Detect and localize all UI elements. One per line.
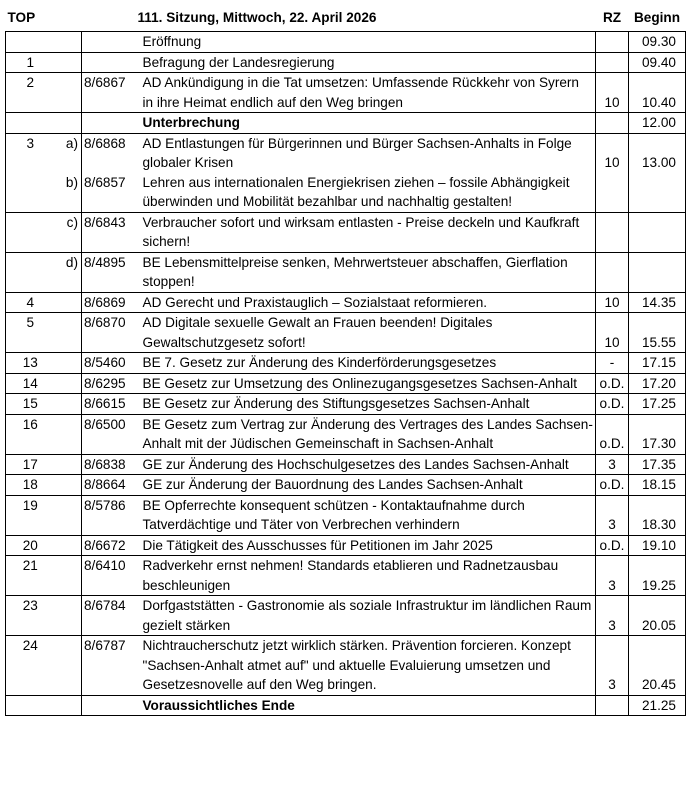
agenda-row [6,353,686,374]
agenda-sub-letter [55,313,82,353]
agenda-top-number: 5 [6,313,55,353]
agenda-drucksache: 8/5460 [82,353,138,374]
agenda-row [6,73,686,113]
agenda-sub-letter: c) [55,212,82,252]
agenda-title: BE Gesetz zur Umsetzung des Onlinezugangsgesetzes Sachsen-Anhalt [138,373,596,394]
agenda-sub-letter [55,695,82,716]
agenda-top-number [6,113,55,134]
agenda-row [6,32,686,53]
agenda-row [6,394,686,415]
agenda-top-number [6,695,55,716]
agenda-rz: 3 [596,596,629,636]
agenda-title: Eröffnung [138,32,596,53]
agenda-sub-letter [55,373,82,394]
agenda-rz: o.D. [596,414,629,454]
agenda-beginn: 17.35 [629,454,686,475]
agenda-row [6,495,686,535]
agenda-rz [596,173,629,213]
agenda-title: AD Entlastungen für Bürgerinnen und Bürger Sachsen-Anhalts in Folge globaler Krisen [138,133,596,173]
agenda-title: Die Tätigkeit des Ausschusses für Petitionen im Jahr 2025 [138,535,596,556]
agenda-row [6,52,686,73]
agenda-top-number: 1 [6,52,55,73]
agenda-rz: o.D. [596,394,629,415]
agenda-rz: o.D. [596,475,629,496]
agenda-row [6,454,686,475]
agenda-row [6,373,686,394]
agenda-drucksache: 8/6868 [82,133,138,173]
agenda-sub-letter [55,113,82,134]
agenda-sub-letter [55,556,82,596]
agenda-beginn [629,252,686,292]
agenda-drucksache: 8/6784 [82,596,138,636]
agenda-drucksache: 8/6843 [82,212,138,252]
agenda-sub-letter: d) [55,252,82,292]
agenda-sub-letter [55,353,82,374]
agenda-drucksache: 8/6500 [82,414,138,454]
header-top: TOP [7,10,36,25]
agenda-rz [596,113,629,134]
agenda-row [6,252,686,292]
agenda-rz: 3 [596,495,629,535]
agenda-rz: 3 [596,636,629,696]
agenda-rz [596,695,629,716]
agenda-row [6,313,686,353]
agenda-drucksache: 8/6857 [82,173,138,213]
agenda-row [6,475,686,496]
agenda-beginn: 21.25 [629,695,686,716]
agenda-title: BE 7. Gesetz zur Änderung des Kinderförderungsgesetzes [138,353,596,374]
agenda-rz: 10 [596,73,629,113]
agenda-drucksache [82,695,138,716]
agenda-rz: 3 [596,454,629,475]
agenda-row [6,113,686,134]
agenda-beginn: 20.05 [629,596,686,636]
agenda-row [6,212,686,252]
agenda-row [6,695,686,716]
agenda-beginn: 12.00 [629,113,686,134]
agenda-title: Befragung der Landesregierung [138,52,596,73]
agenda-beginn: 18.15 [629,475,686,496]
agenda-title: BE Lebensmittelpreise senken, Mehrwertsteuer abschaffen, Gierflation stoppen! [138,252,596,292]
agenda-beginn: 10.40 [629,73,686,113]
agenda-title: Dorfgaststätten - Gastronomie als soziale Infrastruktur im ländlichen Raum gezielt stärken [138,596,596,636]
table-header-row [6,5,686,32]
agenda-sub-letter [55,475,82,496]
session-title: 111. Sitzung, Mittwoch, 22. April 2026 [137,10,377,25]
agenda-title: Lehren aus internationalen Energiekrisen ziehen – fossile Abhängigkeit überwinden und Mobilität bezahlbar und nachhaltig gestalten! [142,174,570,209]
agenda-row [6,133,686,173]
agenda-top-number: 13 [6,353,55,374]
agenda-rz: o.D. [596,373,629,394]
agenda-drucksache: 8/6838 [82,454,138,475]
agenda-beginn: 20.45 [629,636,686,696]
agenda-drucksache: 8/4895 [82,252,138,292]
agenda-beginn: 15.55 [629,313,686,353]
agenda-sub-letter [55,414,82,454]
agenda-beginn: 19.10 [629,535,686,556]
agenda-sub-letter [55,454,82,475]
agenda-sub-letter: a) [55,133,82,173]
agenda-beginn: 18.30 [629,495,686,535]
agenda-top-number: 4 [6,292,55,313]
agenda-title: AD Gerecht und Praxistauglich – Sozialstaat reformieren. [138,292,596,313]
agenda-drucksache: 8/5786 [82,495,138,535]
agenda-title: Nichtraucherschutz jetzt wirklich stärken. Prävention forcieren. Konzept "Sachsen-Anhalt atmet auf" und aktuelle Evaluierung umsetzen und Gesetzesnovelle auf den Weg bringen. [138,636,596,696]
header-beginn: Beginn [633,10,681,25]
agenda-row [6,292,686,313]
agenda-drucksache: 8/6672 [82,535,138,556]
agenda-drucksache: 8/8664 [82,475,138,496]
agenda-beginn: 14.35 [629,292,686,313]
agenda-drucksache: 8/6787 [82,636,138,696]
agenda-title: BE Gesetz zur Änderung des Stiftungsgesetzes Sachsen-Anhalt [138,394,596,415]
agenda-row [6,414,686,454]
agenda-rz [596,52,629,73]
agenda-beginn [629,173,686,213]
agenda-beginn: 17.30 [629,414,686,454]
agenda-drucksache: 8/6867 [82,73,138,113]
agenda-drucksache: 8/6870 [82,313,138,353]
agenda-sub-letter [55,394,82,415]
agenda-drucksache: 8/6295 [82,373,138,394]
agenda-drucksache: 8/6869 [82,292,138,313]
agenda-top-number [6,212,55,252]
agenda-sub-letter [55,495,82,535]
agenda-title: Voraussichtliches Ende [138,695,596,716]
agenda-drucksache: 8/6410 [82,556,138,596]
agenda-top-number [6,173,55,213]
agenda-row [6,596,686,636]
agenda-rz: 10 [596,313,629,353]
agenda-rz [596,32,629,53]
agenda-beginn: 09.30 [629,32,686,53]
agenda-top-number: 23 [6,596,55,636]
agenda-top-number: 15 [6,394,55,415]
agenda-row [6,556,686,596]
agenda-row [6,535,686,556]
agenda-drucksache [82,52,138,73]
agenda-drucksache: 8/6615 [82,394,138,415]
header-rz: RZ [602,10,622,25]
agenda-drucksache [82,113,138,134]
agenda-sub-letter [55,535,82,556]
agenda-table [5,5,686,716]
agenda-top-number [6,252,55,292]
agenda-rz: 3 [596,556,629,596]
agenda-sub-letter [55,73,82,113]
agenda-rz: 10 [596,292,629,313]
agenda-top-number: 2 [6,73,55,113]
agenda-beginn [629,212,686,252]
agenda-top-number: 17 [6,454,55,475]
agenda-rz [596,212,629,252]
agenda-beginn: 09.40 [629,52,686,73]
agenda-top-number: 3 [6,133,55,173]
agenda-sub-letter [55,292,82,313]
agenda-rz: o.D. [596,535,629,556]
agenda-title: BE Gesetz zum Vertrag zur Änderung des Vertrages des Landes Sachsen-Anhalt mit der Jüdischen Gemeinschaft in Sachsen-Anhalt [138,414,596,454]
agenda-top-number: 19 [6,495,55,535]
agenda-rz [596,252,629,292]
agenda-title: GE zur Änderung des Hochschulgesetzes des Landes Sachsen-Anhalt [138,454,596,475]
agenda-beginn: 17.15 [629,353,686,374]
agenda-beginn: 17.20 [629,373,686,394]
agenda-title: BE Opferrechte konsequent schützen - Kontaktaufnahme durch Tatverdächtige und Täter von Verbrechen verhindern [138,495,596,535]
agenda-title: AD Digitale sexuelle Gewalt an Frauen beenden! Digitales Gewaltschutzgesetz sofort! [138,313,596,353]
agenda-beginn: 19.25 [629,556,686,596]
agenda-beginn: 13.00 [629,133,686,173]
agenda-title: AD Ankündigung in die Tat umsetzen: Umfassende Rückkehr von Syrern in ihre Heimat endlich auf den Weg bringen [138,73,596,113]
agenda-beginn: 17.25 [629,394,686,415]
agenda-sub-letter [55,596,82,636]
agenda-title: Radverkehr ernst nehmen! Standards etablieren und Radnetzausbau beschleunigen [138,556,596,596]
agenda-top-number: 21 [6,556,55,596]
agenda-sub-letter [55,32,82,53]
agenda-title: Unterbrechung [138,113,596,134]
agenda-sub-letter: b) [65,174,78,190]
agenda-sub-letter [55,636,82,696]
agenda-row [6,636,686,696]
agenda-sub-letter [55,52,82,73]
agenda-title: Verbraucher sofort und wirksam entlasten - Preise deckeln und Kaufkraft sichern! [138,212,596,252]
agenda-top-number: 18 [6,475,55,496]
agenda-top-number [6,32,55,53]
agenda-top-number: 24 [6,636,55,696]
agenda-rz: - [596,353,629,374]
agenda-rz: 10 [596,133,629,173]
agenda-top-number: 14 [6,373,55,394]
agenda-drucksache [82,32,138,53]
agenda-row [6,173,686,213]
agenda-title: GE zur Änderung der Bauordnung des Landes Sachsen-Anhalt [138,475,596,496]
agenda-top-number: 20 [6,535,55,556]
agenda-top-number: 16 [6,414,55,454]
